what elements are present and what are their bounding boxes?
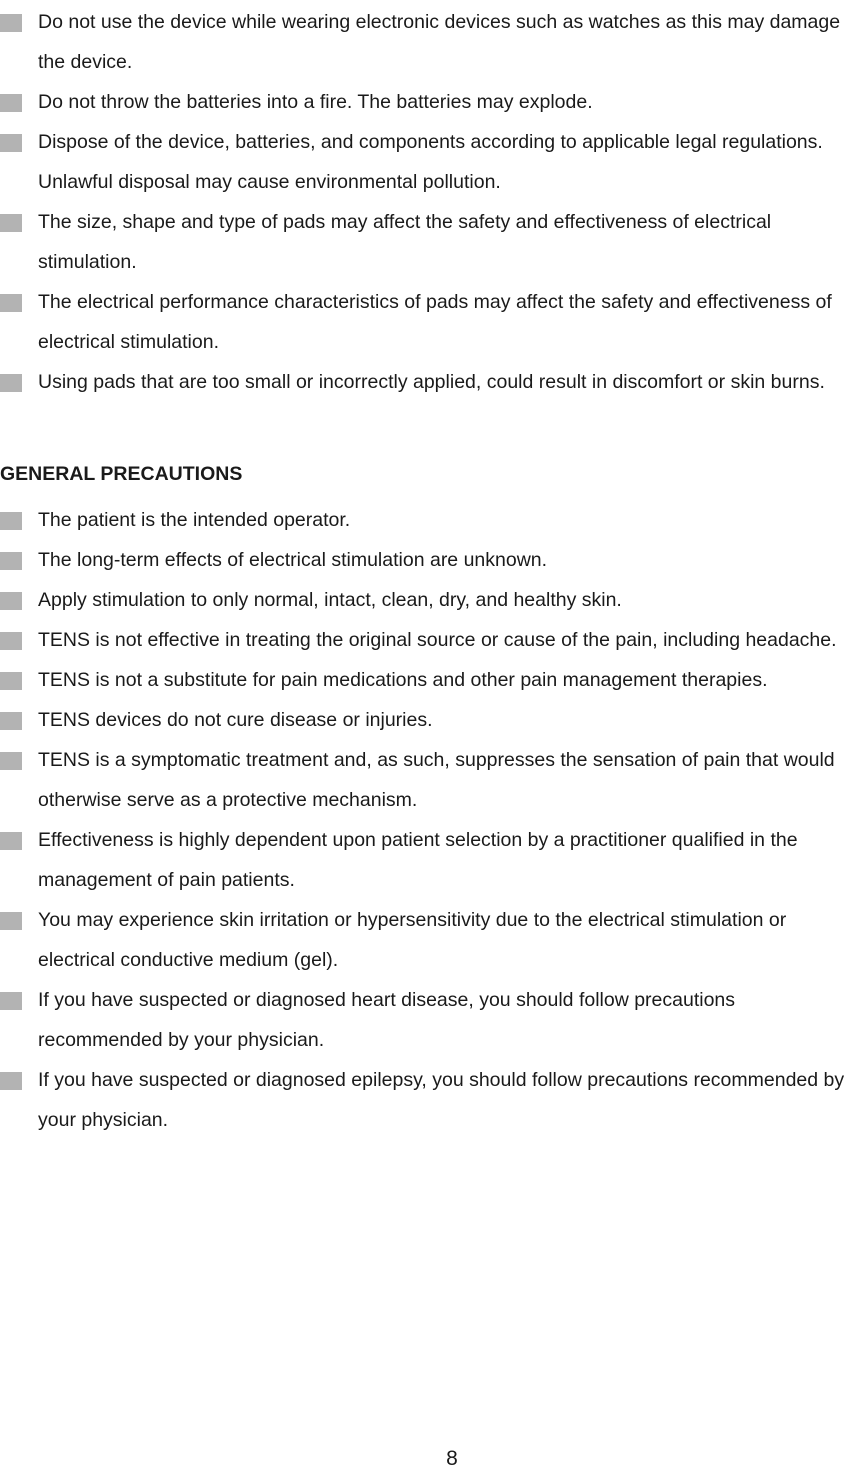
square-bullet-icon: [0, 712, 22, 730]
precaution-text: Effectiveness is highly dependent upon patient selection by a practitioner qualified in the management of pain patients.: [38, 829, 798, 891]
square-bullet-icon: [0, 632, 22, 650]
warning-text: Do not use the device while wearing electronic devices such as watches as this may damage the device.: [38, 11, 841, 73]
warning-text: The electrical performance characteristics of pads may affect the safety and effectiveness of electrical stimulation.: [38, 291, 832, 353]
precaution-item: [0, 700, 854, 740]
precaution-text: TENS is not effective in treating the original source or cause of the pain, including headache.: [38, 629, 837, 651]
warning-item: [0, 122, 854, 202]
square-bullet-icon: [0, 552, 22, 570]
precaution-item: [0, 540, 854, 580]
precaution-item: [0, 1060, 854, 1140]
square-bullet-icon: [0, 992, 22, 1010]
warning-item: [0, 82, 854, 122]
warning-text: Using pads that are too small or incorrectly applied, could result in discomfort or skin burns.: [38, 371, 825, 393]
warnings-list: [0, 2, 854, 402]
page-number: 8: [446, 1447, 458, 1470]
square-bullet-icon: [0, 592, 22, 610]
square-bullet-icon: [0, 94, 22, 112]
precaution-text: If you have suspected or diagnosed epilepsy, you should follow precautions recommended by your physician.: [38, 1069, 845, 1131]
warning-text: The size, shape and type of pads may affect the safety and effectiveness of electrical stimulation.: [38, 211, 772, 273]
precaution-item: [0, 620, 854, 660]
precaution-text: Apply stimulation to only normal, intact, clean, dry, and healthy skin.: [38, 589, 622, 611]
warning-item: [0, 202, 854, 282]
square-bullet-icon: [0, 512, 22, 530]
square-bullet-icon: [0, 752, 22, 770]
square-bullet-icon: [0, 214, 22, 232]
square-bullet-icon: [0, 912, 22, 930]
warning-text: Dispose of the device, batteries, and components according to applicable legal regulations. Unlawful disposal may cause environmental pollution.: [38, 131, 823, 193]
precaution-text: TENS is a symptomatic treatment and, as such, suppresses the sensation of pain that would otherwise serve as a protective mechanism.: [38, 749, 835, 811]
precaution-item: [0, 660, 854, 700]
warning-item: [0, 362, 854, 402]
precaution-text: If you have suspected or diagnosed heart disease, you should follow precautions recommended by your physician.: [38, 989, 736, 1051]
square-bullet-icon: [0, 134, 22, 152]
square-bullet-icon: [0, 294, 22, 312]
precaution-item: [0, 580, 854, 620]
precaution-text: The patient is the intended operator.: [38, 509, 351, 531]
section-heading-general-precautions: GENERAL PRECAUTIONS: [0, 463, 243, 485]
precaution-item: [0, 500, 854, 540]
precaution-item: [0, 820, 854, 900]
warning-text: Do not throw the batteries into a fire. The batteries may explode.: [38, 91, 593, 113]
general-precautions-list: [0, 500, 854, 1140]
warning-item: [0, 282, 854, 362]
precaution-item: [0, 980, 854, 1060]
precaution-text: TENS is not a substitute for pain medications and other pain management therapies.: [38, 669, 768, 691]
warning-item: [0, 2, 854, 82]
precaution-text: The long-term effects of electrical stimulation are unknown.: [38, 549, 548, 571]
square-bullet-icon: [0, 1072, 22, 1090]
precaution-item: [0, 900, 854, 980]
precaution-text: TENS devices do not cure disease or injuries.: [38, 709, 433, 731]
precaution-text: You may experience skin irritation or hypersensitivity due to the electrical stimulation or electrical conductive medium (gel).: [38, 909, 787, 971]
square-bullet-icon: [0, 832, 22, 850]
square-bullet-icon: [0, 672, 22, 690]
square-bullet-icon: [0, 374, 22, 392]
square-bullet-icon: [0, 14, 22, 32]
precaution-item: [0, 740, 854, 820]
